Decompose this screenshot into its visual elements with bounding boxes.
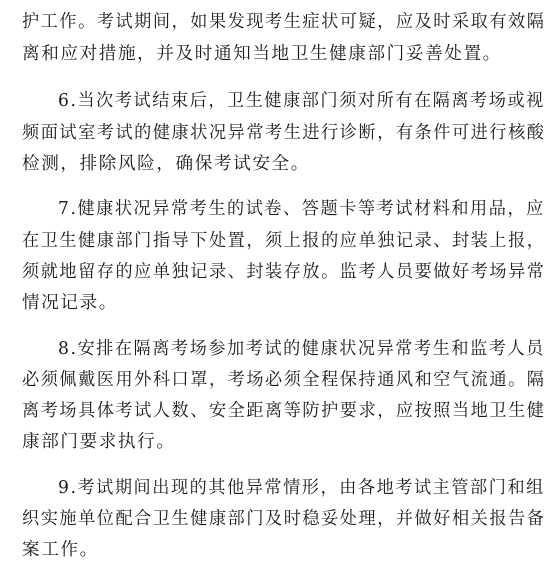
- text-line: 护工作。考试期间，如果发现考生症状可疑，应及时采取有效隔: [22, 11, 546, 32]
- paragraph-7-line: 7.健康状况异常考生的试卷、答题卡等考试材料和用品，应: [58, 198, 545, 219]
- text-line: 须就地留存的应单独记录、封装存放。监考人员要做好考场异常: [22, 261, 546, 282]
- text-line: 必须佩戴医用外科口罩，考场必须全程保持通风和空气流通。隔: [22, 369, 546, 390]
- text-line: 织实施单位配合卫生健康部门及时稳妥处理，并做好相关报告备: [22, 509, 546, 529]
- text-line: 离和应对措施，并及时通知当地卫生健康部门妥善处置。: [22, 43, 502, 64]
- text-line: 情况记录。: [22, 292, 118, 313]
- paragraph-9-line: 9.考试期间出现的其他异常情形，由各地考试主管部门和组: [58, 478, 545, 498]
- text-line: 检测，排除风险，确保考试安全。: [22, 153, 310, 174]
- text-line: 离考场具体考试人数、安全距离等防护要求，应按照当地卫生健: [22, 400, 546, 421]
- text-line: 案工作。: [22, 540, 99, 560]
- text-line: 在卫生健康部门指导下处置，须上报的应单独记录、封装上报，: [22, 230, 546, 251]
- text-line: 康部门要求执行。: [22, 431, 176, 452]
- paragraph-8-line: 8.安排在隔离考场参加考试的健康状况异常考生和监考人员: [58, 338, 545, 359]
- paragraph-6-line: 6.当次考试结束后，卫生健康部门须对所有在隔离考场或视: [58, 90, 545, 111]
- text-line: 频面试室考试的健康状况异常考生进行诊断，有条件可进行核酸: [22, 122, 546, 143]
